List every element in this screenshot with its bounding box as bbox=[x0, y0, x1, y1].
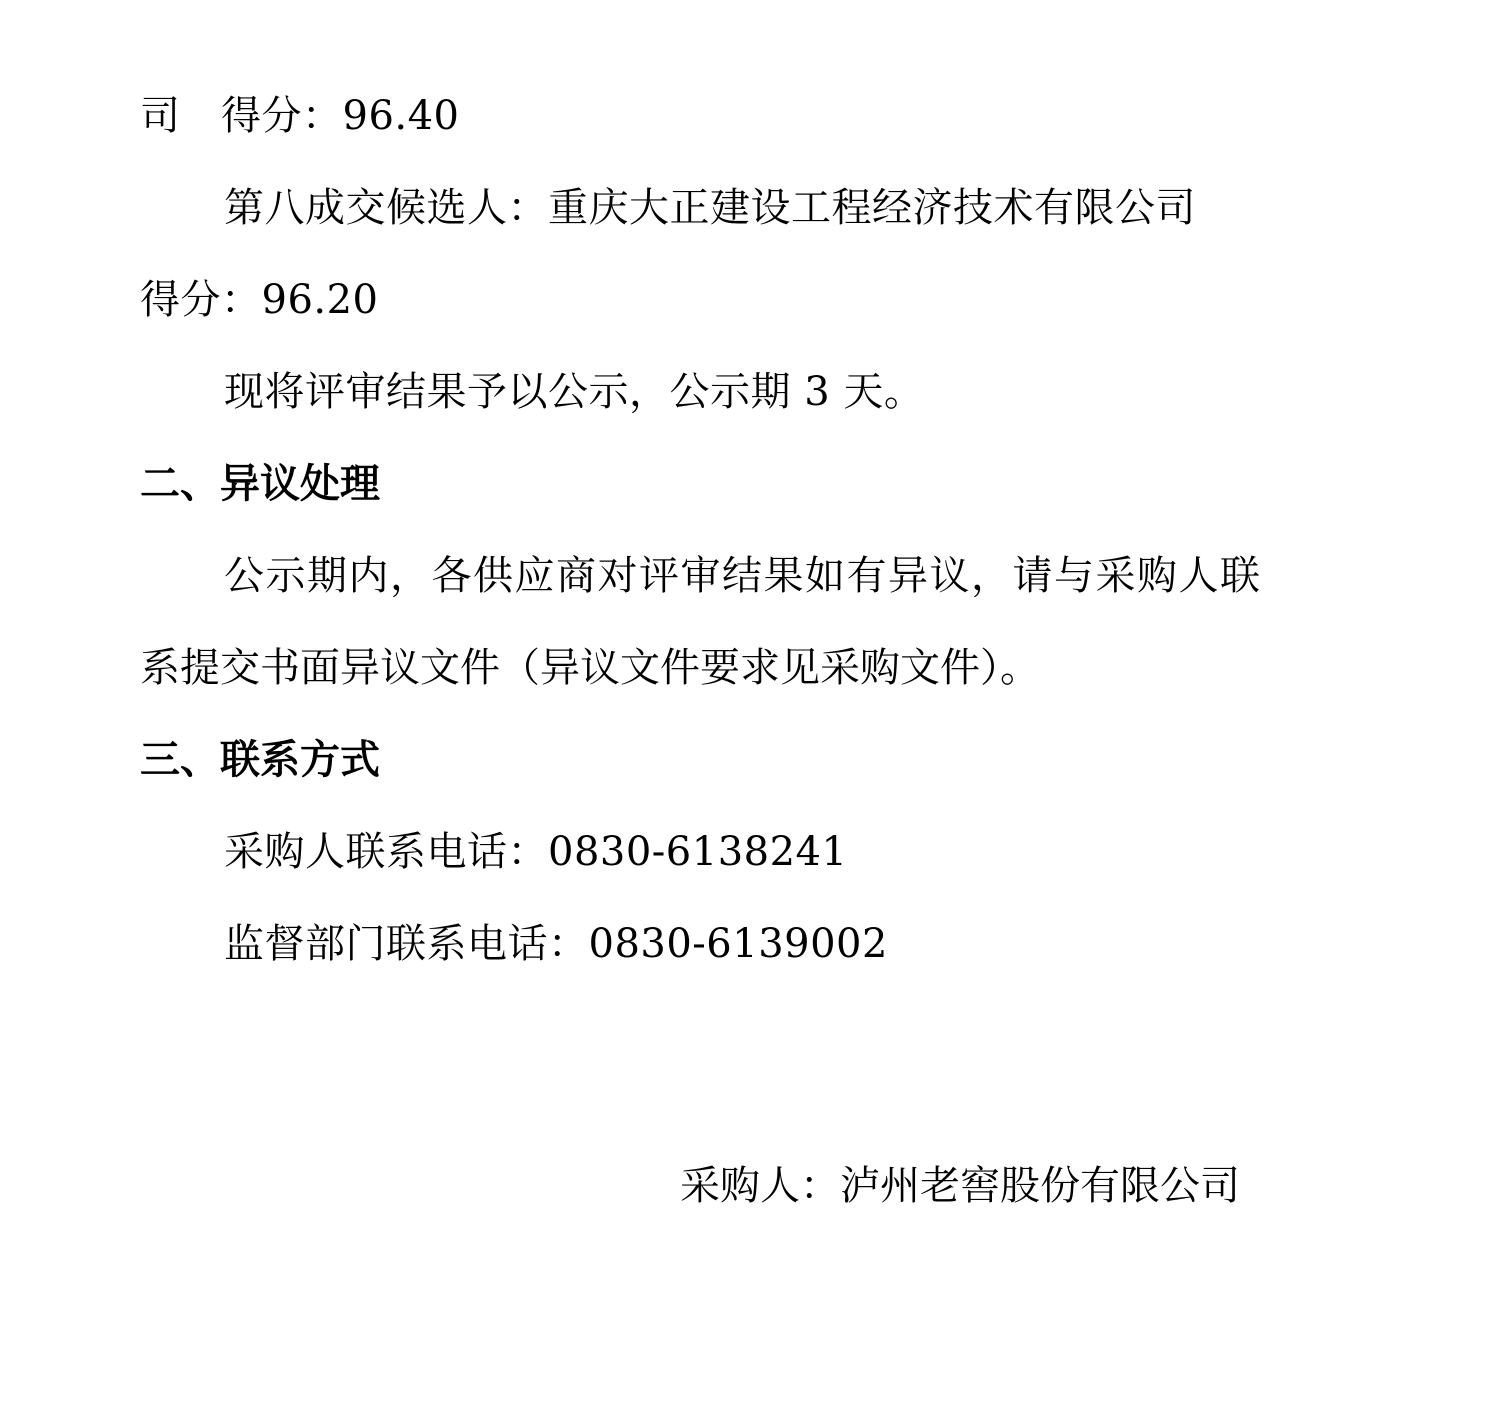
eighth-candidate-score: 得分：96.20 bbox=[140, 277, 379, 323]
section-body-objection: 公示期内，各供应商对评审结果如有异议，请与采购人联系提交书面异议文件（异议文件要求见采购文件）。 bbox=[140, 553, 1260, 691]
continuation-text: 司 得分：96.40 bbox=[140, 93, 460, 139]
publicity-period-text: 现将评审结果予以公示，公示期 3 天。 bbox=[224, 369, 925, 415]
eighth-candidate-text: 第八成交候选人：重庆大正建设工程经济技术有限公司 bbox=[224, 185, 1196, 231]
signature-purchaser: 采购人：泸州老窖股份有限公司 bbox=[680, 1163, 1240, 1209]
signature-spacer bbox=[140, 990, 1260, 1140]
section-heading-contact: 三、联系方式 bbox=[140, 736, 380, 783]
contact-purchaser-phone: 采购人联系电话：0830-6138241 bbox=[224, 829, 848, 875]
contact-supervisor-phone: 监督部门联系电话：0830-6139002 bbox=[224, 921, 888, 967]
section-heading-objection: 二、异议处理 bbox=[140, 460, 380, 507]
